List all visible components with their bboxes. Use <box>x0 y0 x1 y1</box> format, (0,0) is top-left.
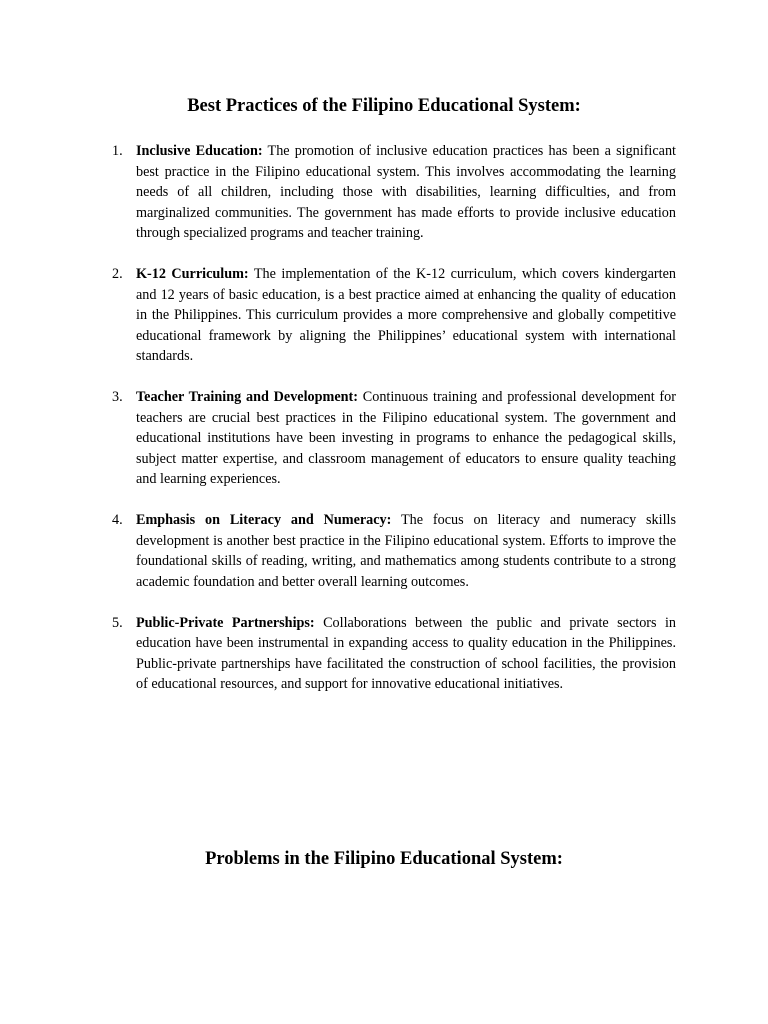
list-item-body: Collaborations between the public and private sectors in education have been instrumental in expanding access to quality education in the Philippines. Public-private partnerships have facilitated the construction of school facilities, the provision of educational resources, and support for innovative educational initiatives. <box>136 614 676 692</box>
list-item-number: 1. <box>112 143 123 159</box>
list-item-number: 5. <box>112 614 123 631</box>
list-item-term: Inclusive Education: <box>136 143 263 159</box>
list-item-text <box>136 387 676 490</box>
list-item <box>0 510 768 592</box>
list-item-number: 3. <box>112 389 123 405</box>
list-item-term: Emphasis on Literacy and Numeracy: <box>136 512 392 528</box>
section-title: Problems in the Filipino Educational System: <box>205 849 563 869</box>
list-item-term: K-12 Curriculum: <box>136 266 249 282</box>
list-item <box>0 387 768 490</box>
list-item-text <box>136 510 676 592</box>
list-item <box>0 264 768 367</box>
page-title: Best Practices of the Filipino Educational System: <box>187 96 581 116</box>
list-item <box>0 141 768 244</box>
list-item-text <box>136 141 676 244</box>
list-item-body: The implementation of the K-12 curriculum, which covers kindergarten and 12 years of basic education, is a best practice aimed at enhancing the quality of education in the Philippines. This curriculum provides a more comprehensive and globally competitive educational framework by aligning the Philippines’ educational system with international standards. <box>136 266 676 364</box>
list-item-body: Continuous training and professional development for teachers are crucial best practices in the Filipino educational system. The government and educational institutions have been investing in programs to enhance the pedagogical skills, subject matter expertise, and classroom management of educators to ensure quality teaching and learning experiences. <box>136 389 676 487</box>
list-item-number: 4. <box>112 512 123 528</box>
list-item-number: 2. <box>112 266 123 282</box>
list-item-body: The promotion of inclusive education practices has been a significant best practice in the Filipino educational system. This involves accommodating the learning needs of all children, including those with disabilities, learning difficulties, and from marginalized communities. The government has made efforts to provide inclusive education through specialized programs and teacher training. <box>136 143 676 241</box>
list-item-term: Teacher Training and Development: <box>136 389 358 405</box>
list-item-text <box>136 613 676 695</box>
list-item-body: The focus on literacy and numeracy skills development is another best practice in the Filipino educational system. Efforts to improve the foundational skills of reading, writing, and mathematics among students contribute to a strong academic foundation and better overall learning outcomes. <box>136 512 676 590</box>
list-item <box>0 613 768 695</box>
list-item-text <box>136 264 676 367</box>
best-practices-list <box>0 141 768 715</box>
list-item-term: Public-Private Partnerships: <box>136 614 315 631</box>
